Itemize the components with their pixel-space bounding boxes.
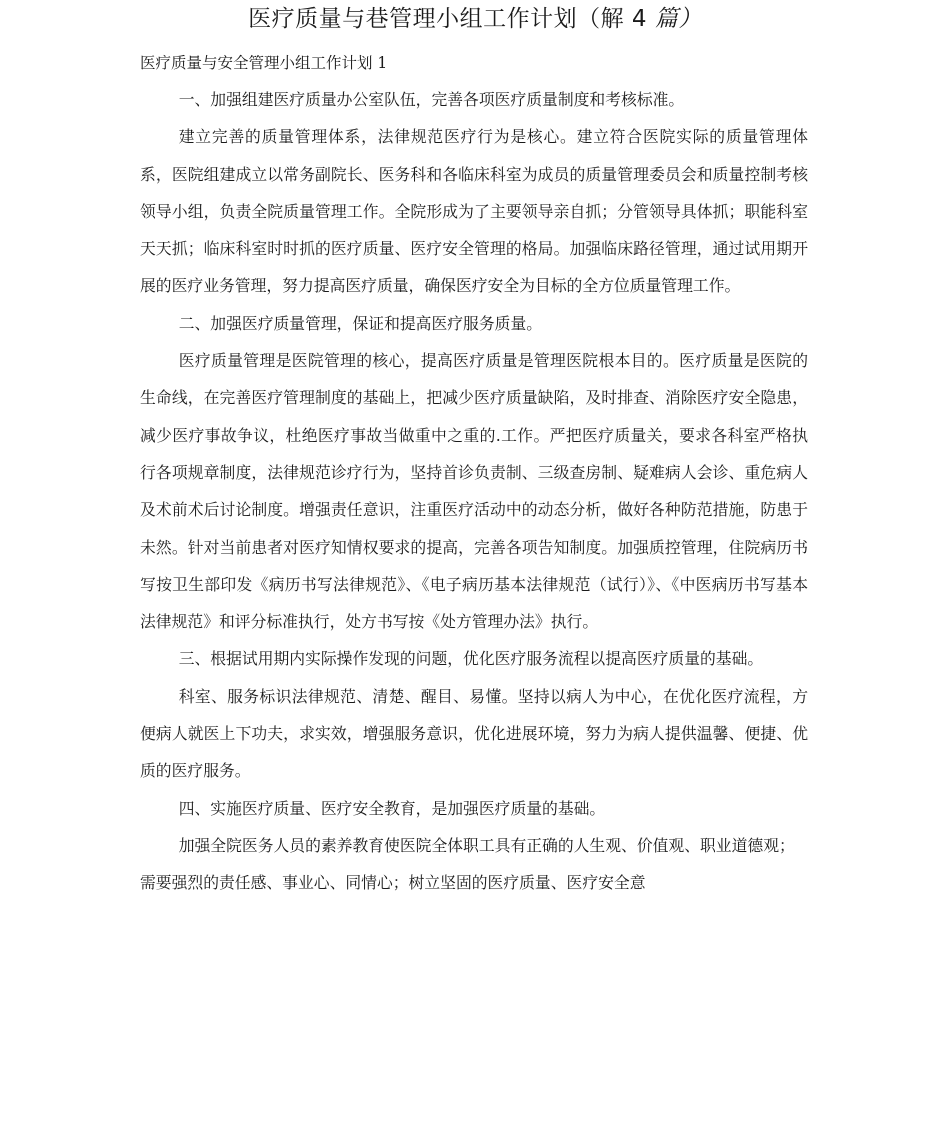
document-title bbox=[0, 4, 950, 34]
body-paragraph-4: 加强全院医务人员的素养教育使医院全体职工具有正确的人生观、价值观、职业道德观；需要强烈的责任感、事业心、同情心；树立坚固的医疗质量、医疗安全意 bbox=[140, 835, 795, 893]
body-paragraph-2: 医疗质量管理是医院管理的核心，提高医疗质量是管理医院根本目的。医疗质量是医院的生命线，在完善医疗管理制度的基础上，把减少医疗质量缺陷，及时排查、消除医疗安全隐患，减少医疗事故争议，杜绝医疗事故当做重中之重的.工作。严把医疗质量关，要求各科室严格执行各项规章制度，法律规范诊疗行为，坚持首诊负责制、三级查房制、疑难病人会诊、重危病人及术前术后讨论制度。增强责任意识，注重医疗活动中的动态分析，做好各种防范措施，防患于未然。针对当前患者对医疗知情权要求的提高，完善各项告知制度。加强质控管理，住院病历书写按卫生部印发《病历书写法律规范》、《电子病历基本法律规范（试行）》、《中医病历书写基本法律规范》和评分标准执行，处方书写按《处方管理办法》执行。 bbox=[140, 351, 808, 632]
section-heading-3: 三、根据试用期内实际操作发现的问题，优化医疗服务流程以提高医疗质量的基础。 bbox=[178, 649, 764, 669]
document-subtitle: 医疗质量与安全管理小组工作计划 1 bbox=[140, 54, 388, 72]
section-heading-1: 一、加强组建医疗质量办公室队伍，完善各项医疗质量制度和考核标准。 bbox=[178, 90, 685, 109]
body-paragraph-1: 建立完善的质量管理体系，法律规范医疗行为是核心。建立符合医院实际的质量管理体系，医院组建成立以常务副院长、医务科和各临床科室为成员的质量管理委员会和质量控制考核领导小组，负责全院质量管理工作。全院形成为了主要领导亲自抓；分管领导具体抓；职能科室天天抓；临床科室时时抓的医疗质量、医疗安全管理的格局。加强临床路径管理，通过试用期开展的医疗业务管理，努力提高医疗质量，确保医疗安全为目标的全方位质量管理工作。 bbox=[140, 127, 808, 296]
document-title-suffix: 篇） bbox=[647, 6, 702, 32]
section-heading-4: 四、实施医疗质量、医疗安全教育，是加强医疗质量的基础。 bbox=[178, 798, 606, 818]
document-title-main: 医疗质量与巷管理小组工作计划（解 4 bbox=[248, 6, 648, 32]
document-body bbox=[140, 81, 808, 902]
body-paragraph-3: 科室、服务标识法律规范、清楚、醒目、易懂。坚持以病人为中心，在优化医疗流程，方便病人就医上下功夫，求实效，增强服务意识，优化进展环境，努力为病人提供温馨、便捷、优质的医疗服务。 bbox=[140, 686, 808, 781]
section-heading-2: 二、加强医疗质量管理，保证和提高医疗服务质量。 bbox=[178, 313, 543, 333]
